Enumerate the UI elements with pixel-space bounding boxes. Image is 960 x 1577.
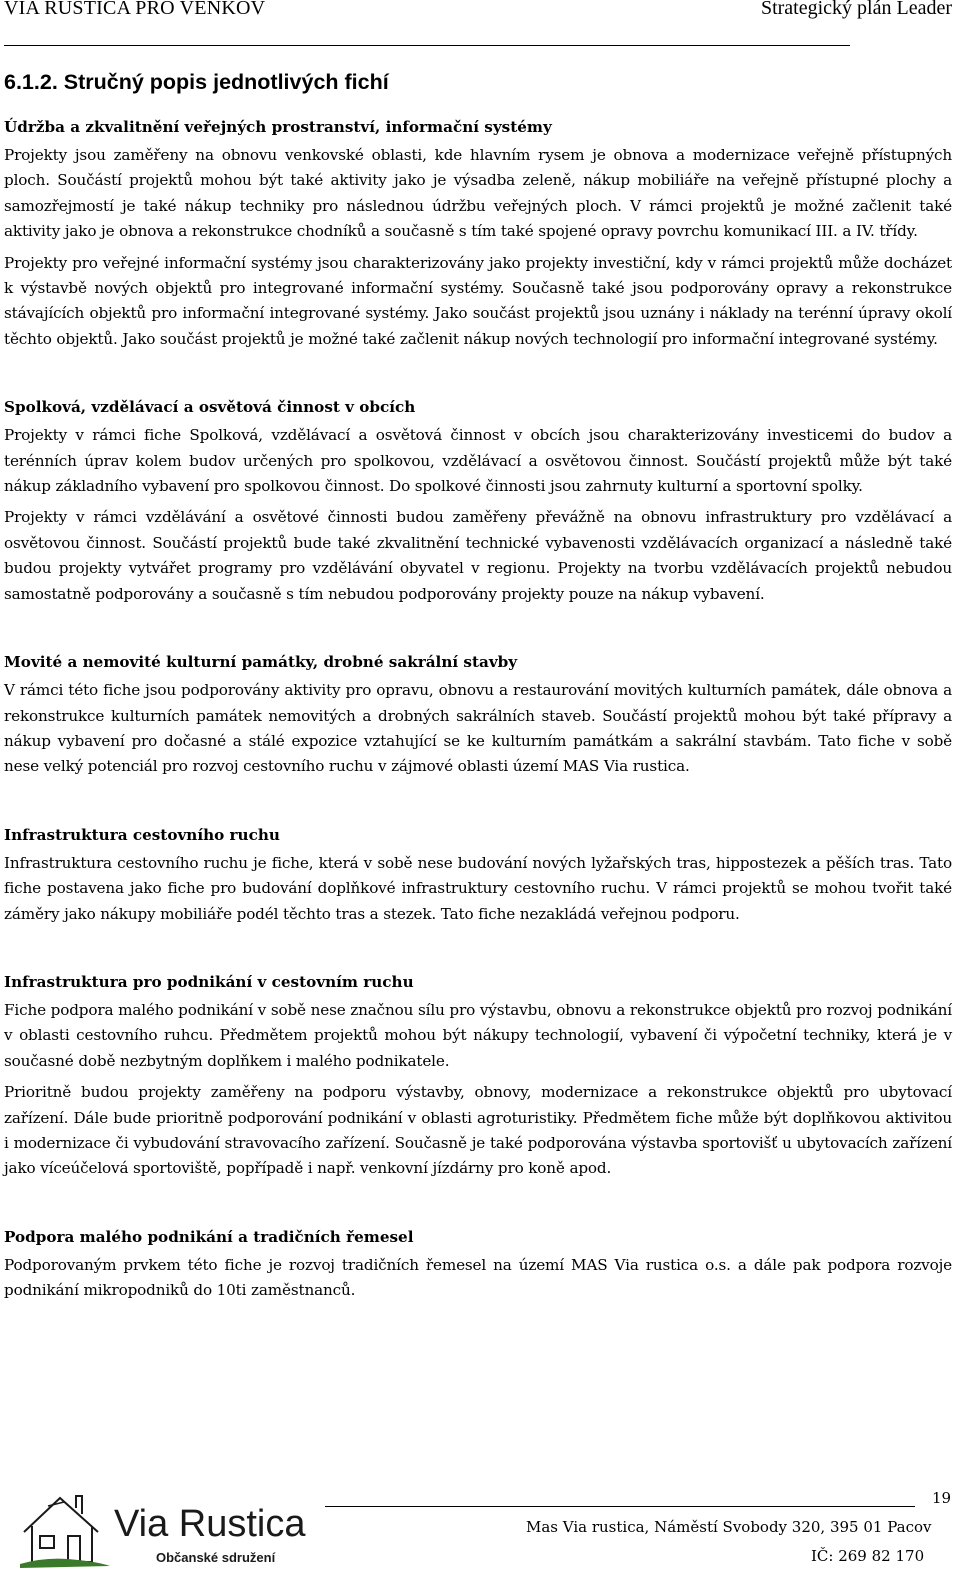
section-heading: Infrastruktura pro podnikání v cestovním ruchu [4,972,414,991]
section-heading: Movité a nemovité kulturní památky, drobné sakrální stavby [4,653,518,672]
house-drawing-icon [24,1496,98,1562]
section-public-spaces [4,115,952,352]
section-title: 6.1.2. Stručný popis jednotlivých fichí [4,70,389,94]
header-left-title: VIA RUSTICA PRO VENKOV [4,0,266,19]
footer-divider [325,1506,915,1507]
section-small-business [4,1225,952,1304]
document-body [4,64,952,1310]
section-cultural-monuments [4,650,952,780]
via-rustica-logo [18,1488,318,1570]
grass-icon [20,1559,110,1568]
footer-address: Mas Via rustica, Náměstí Svobody 320, 395 01 Pacov [526,1518,932,1536]
section-heading: Spolková, vzdělávací a osvětová činnost v obcích [4,398,416,417]
section-heading: Podpora malého podnikání a tradičních řemesel [4,1227,414,1246]
logo-subtitle: Občanské sdružení [156,1550,276,1565]
section-heading: Infrastruktura cestovního ruchu [4,825,280,844]
paragraph: Fiche podpora malého podnikání v sobě nese značnou sílu pro výstavbu, obnovu a rekonstrukce objektů pro rozvoj podnikání v oblasti cestovního ruhcu. Předmětem projektů mohou být nákupy technologií, vybavení či výpočetní techniky, která je v současné době nezbytným doplňkem i malého podnikatele. [4,1000,952,1070]
paragraph: Projekty pro veřejné informační systémy jsou charakterizovány jako projekty investiční, kdy v rámci projektů může docházet k výstavbě nových objektů pro integrované informační systémy. Současně také jsou podporovány opravy a rekonstrukce stávajících objektů pro informační integrované systémy. Jako součást projektů jsou uznány i náklady na terénní úpravy okolí těchto objektů. Jako součást projektů je možné také začlenit nákup nových technologií pro informační integrované systémy. [4,253,952,348]
paragraph: Projekty v rámci vzdělávání a osvětové činnosti budou zaměřeny převážně na obnovu infrastruktury pro vzdělávací a osvětovou činnost. Součástí projektů bude také zkvalitnění technické vybavenosti vzdělávacích organizací a následně také budou projekty vytvářet programy pro vzdělávání obyvatel v regionu. Projekty na tvorbu vzdělávacích projektů nebudou samostatně podporovány a současně s tím nebudou podporovány projekty pouze na nákup vybavení. [4,508,952,603]
header-right-title: Strategický plán Leader [760,0,952,19]
paragraph: Podporovaným prvkem této fiche je rozvoj tradičních řemesel na území MAS Via rustica o.s. a dále pak podpora rozvoje podnikání mikropodniků do 10ti zaměstnanců. [4,1255,952,1300]
section-tourism-business [4,970,952,1182]
logo-text: Via Rustica [114,1503,306,1545]
paragraph: Projekty v rámci fiche Spolková, vzdělávací a osvětová činnost v obcích jsou charakterizovány investicemi do budov a terénních úprav kolem budov určených pro spolkovou, vzdělávací a osvětovou činnost. Součástí projektů může být také nákup základního vybavení pro spolkovou činnost. Do spolkové činnosti jsou zahrnuty kulturní a sportovní spolky. [4,426,952,496]
paragraph: Prioritně budou projekty zaměřeny na podporu výstavby, obnovy, modernizace a rekonstrukce objektů pro ubytovací zařízení. Dále bude prioritně podporování podnikání v oblasti agroturistiky. Předmětem fiche může být doplňkovou aktivitou i modernizace či vybudování stravovacího zařízení. Současně je také podporována výstavba sportovišť u ubytovacích zařízení jako víceúčelová sportoviště, popřípadě i např. venkovní jízdárny pro koně apod. [4,1083,952,1178]
section-heading: Údržba a zkvalitnění veřejných prostranství, informační systémy [4,118,552,136]
footer-company-id: IČ: 269 82 170 [811,1547,925,1565]
page-number: 19 [932,1489,952,1507]
paragraph: Infrastruktura cestovního ruchu je fiche, která v sobě nese budování nových lyžařských tras, hippostezek a pěších tras. Tato fiche postavena jako fiche pro budování doplňkové infrastruktury cestovního ruchu. V rámci projektů se mohou tvořit také záměry jako nákupy mobiliáře podél těchto tras a stezek. Tato fiche nezakládá veřejnou podporu. [4,853,952,923]
header-divider [4,45,850,46]
section-tourism-infrastructure [4,823,952,927]
paragraph: Projekty jsou zaměřeny na obnovu venkovské oblasti, kde hlavním rysem je obnova a modernizace veřejně přístupných ploch. Součástí projektů mohou být také aktivity jako je výsadba zeleně, nákup mobiliáře na veřejně přístupné plochy a samozřejmostí je také nákup techniky pro následnou údržbu veřejných ploch. V rámci projektů je možné začlenit také aktivity jako je obnova a rekonstrukce chodníků a současně s tím také spojené opravy povrchu komunikací III. a IV. třídy. [4,146,952,241]
paragraph: V rámci této fiche jsou podporovány aktivity pro opravu, obnovu a restaurování movitých kulturních památek, dále obnova a rekonstrukce kulturních památek nemovitých a drobných sakrálních staveb. Součástí projektů mohou být také přípravy a nákup vybavení pro dočasné a stálé expozice vztahující se ke kulturním památkám a sakrální stavbám. Tato fiche v sobě nese velký potenciál pro rozvoj cestovního ruchu v zájmové oblasti území MAS Via rustica. [4,681,952,776]
section-community-activities [4,395,952,607]
